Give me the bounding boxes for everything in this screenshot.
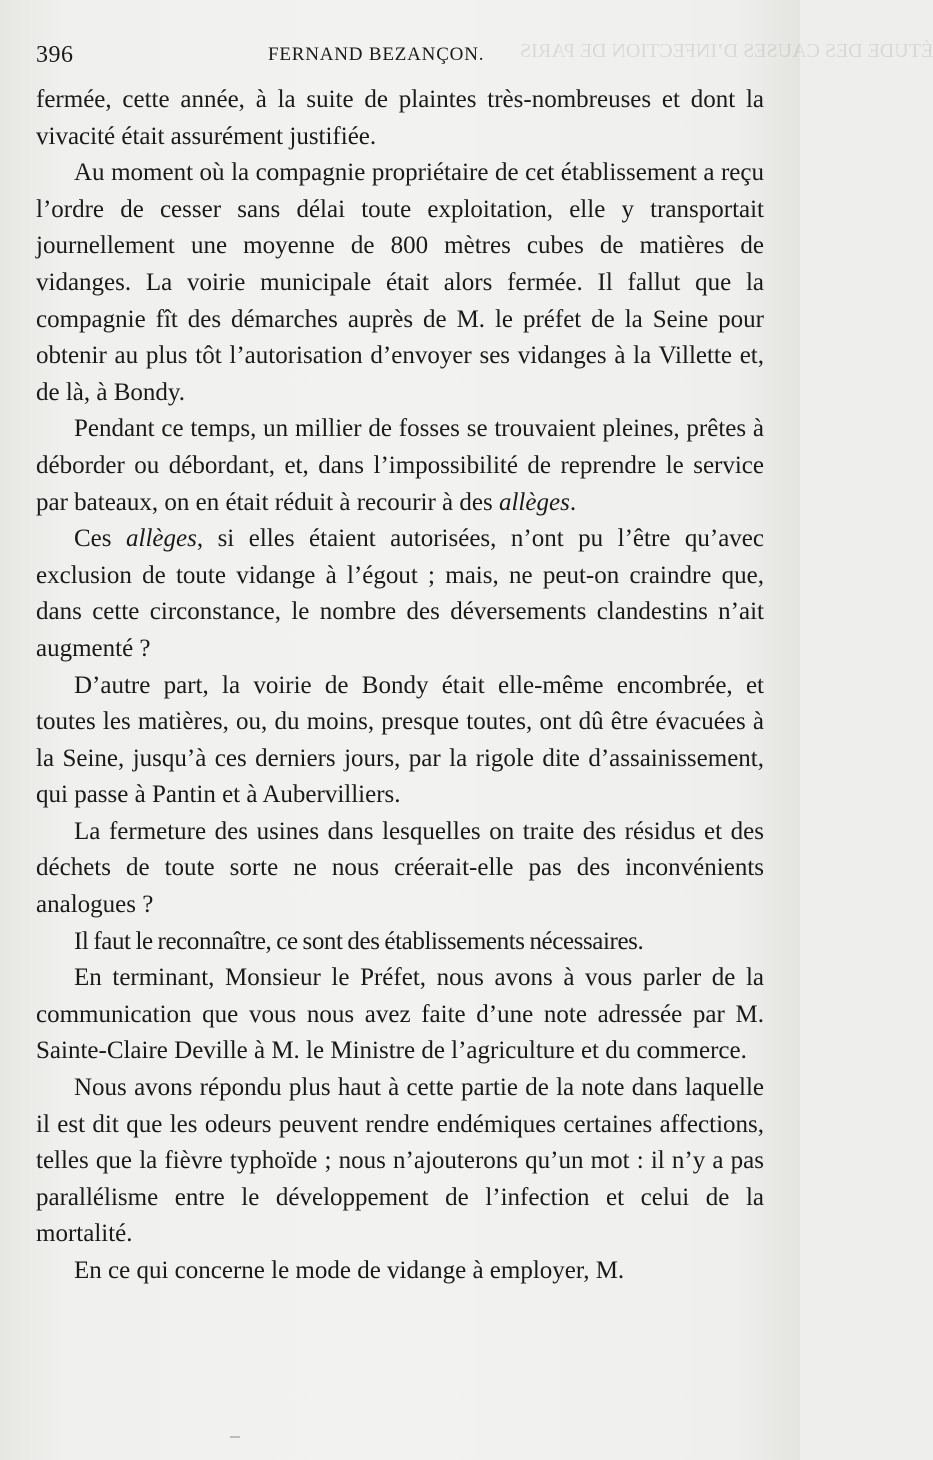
paragraph [36,411,764,521]
paragraph-text: , si elles étaient autorisées, n’ont pu l’être qu’avec exclusion de toute vidange à l’égout ; mais, ne peut-on craindre que, dans cette circonstance, le nombre des déversements clandestins n’ait augmenté ? [36,525,764,662]
paragraph [36,521,764,667]
paragraph: Au moment où la compagnie propriétaire de cet établissement a reçu l’ordre de cesser sans délai toute exploitation, elle y transportait journellement une moyenne de 800 mètres cubes de matières de vidanges. La voirie municipale était alors fermée. Il fallut que la compagnie fît des démarches auprès de M. le préfet de la Seine pour obtenir au plus tôt l’autorisation d’envoyer ses vidanges à la Villette et, de là, à Bondy. [36,159,764,406]
paragraph: En ce qui concerne le mode de vidange à employer, M. [74,1257,625,1284]
paragraph-text: Ces [74,525,126,553]
page-header [36,36,760,76]
paragraph: En terminant, Monsieur le Préfet, nous avons à vous parler de la communication que vous nous avez faite d’une note adressée par M. Sainte-Claire Deville à M. le Ministre de l’agriculture et du commerce. [36,964,764,1065]
paragraph-text: . [569,488,577,516]
print-mark [230,1436,240,1438]
paragraph: Nous avons répondu plus haut à cette partie de la note dans laquelle il est dit que les odeurs peuvent rendre endémiques certaines affections, telles que la fièvre typhoïde ; nous n’ajouterons qu’un mot : il n’y a pas parallélisme entre le développement de l’infection et celui de la mortalité. [36,1074,764,1248]
show-through-header: ÉTUDE DES CAUSES D’INFECTION DE PARIS [520,40,933,62]
paragraph-text: Pendant ce temps, un millier de fosses se trouvaient pleines, prêtes à déborder ou débordant, et, dans l’impossibilité de reprendre le service par bateaux, on en était réduit à recourir à des [36,415,764,516]
italic-term: allèges [498,488,570,516]
italic-term: allèges [126,525,197,553]
page-number: 396 [36,42,74,68]
paragraph: Il faut le reconnaître, ce sont des établissements nécessaires. [74,927,644,955]
paragraph: La fermeture des usines dans lesquelles on traite des résidus et des déchets de toute sorte ne nous créerait-elle pas des inconvénients analogues ? [36,817,764,919]
running-head: FERNAND BEZANÇON. [268,44,485,65]
paragraph: D’autre part, la voirie de Bondy était elle-même encombrée, et toutes les matières, ou, du moins, presque toutes, ont dû être évacuées à la Seine, jusqu’à ces derniers jours, par la rigole dite d’assainissement, qui passe à Pantin et à Aubervilliers. [36,671,764,809]
paragraph: fermée, cette année, à la suite de plaintes très-nombreuses et dont la vivacité était assurément justifiée. [36,86,764,150]
body-text [36,82,764,1290]
